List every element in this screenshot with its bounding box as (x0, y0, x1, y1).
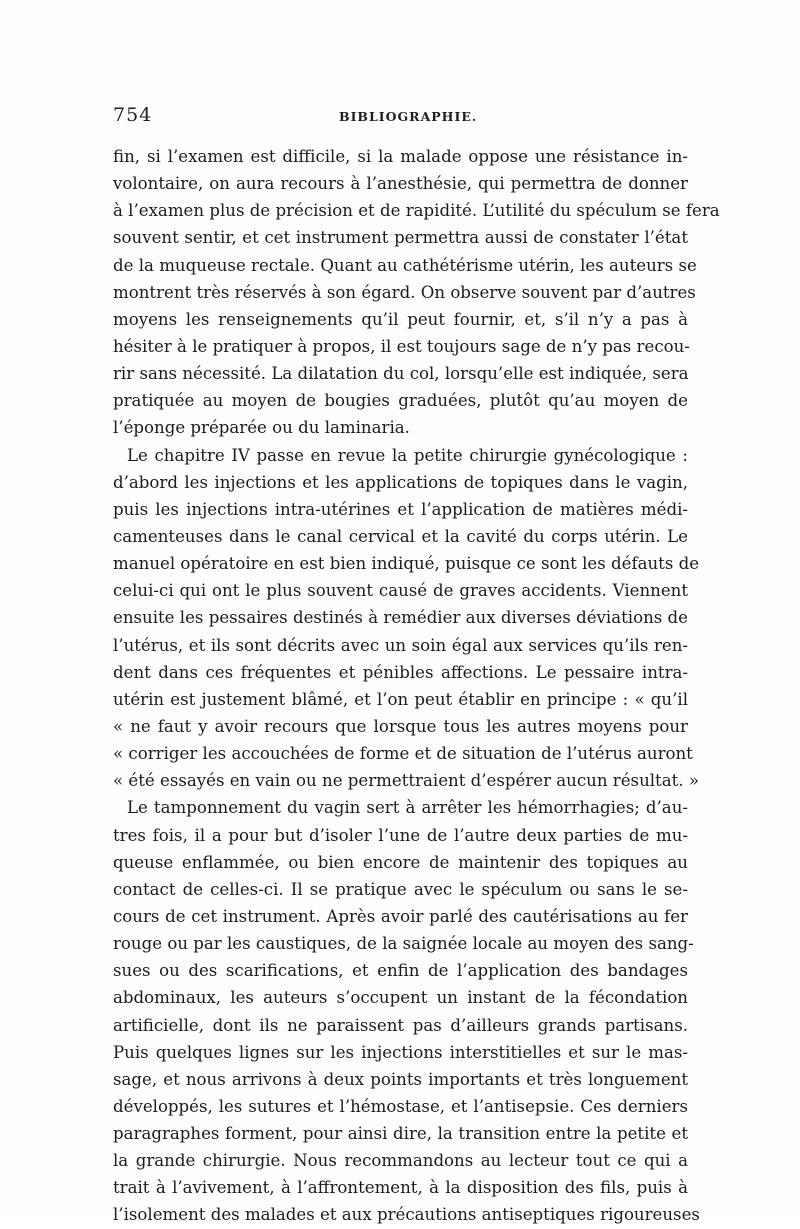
text-line: volontaire, on aura recours à l’anesthésie, qui permettra de donner (113, 174, 688, 194)
text-line: montrent très réservés à son égard. On observe souvent par d’autres (113, 282, 696, 302)
text-line: fin, si l’examen est difficile, si la malade oppose une résistance in- (113, 147, 688, 166)
text-line: ensuite les pessaires destinés à remédier aux diverses déviations de (113, 608, 688, 628)
text-line: l’isolement des malades et aux précautions antiseptiques rigoureuses (113, 1205, 700, 1225)
text-line: queuse enflammée, ou bien encore de maintenir des topiques au (113, 852, 688, 872)
text-line: puis les injections intra-utérines et l’application de matières médi- (113, 499, 688, 519)
text-line: dent dans ces fréquentes et pénibles affections. Le pessaire intra- (113, 662, 688, 682)
paragraph-end-line: l’éponge préparée ou du laminaria. (113, 418, 410, 438)
text-line: hésiter à le pratiquer à propos, il est toujours sage de n’y pas recou- (113, 336, 690, 356)
text-line: contact de celles-ci. Il se pratique avec le spéculum ou sans le se- (113, 879, 688, 899)
text-line: celui-ci qui ont le plus souvent causé de graves accidents. Viennent (113, 581, 688, 601)
running-title: BIBLIOGRAPHIE. (339, 109, 478, 124)
text-line: d’abord les injections et les applications de topiques dans le vagin, (113, 472, 688, 492)
text-line: abdominaux, les auteurs s’occupent un instant de la fécondation (113, 988, 688, 1008)
text-line: rouge ou par les caustiques, de la saignée locale au moyen des sang- (113, 934, 694, 954)
text-line: pratiquée au moyen de bougies graduées, plutôt qu’au moyen de (113, 391, 688, 411)
text-line: cours de cet instrument. Après avoir parlé des cautérisations au fer (113, 906, 688, 926)
text-line: manuel opératoire en est bien indiqué, puisque ce sont les défauts de (113, 554, 700, 574)
text-line: à l’examen plus de précision et de rapidité. L’utilité du spéculum se fera (113, 201, 720, 221)
text-line: camenteuses dans le canal cervical et la cavité du corps utérin. Le (113, 526, 688, 546)
text-line: rir sans nécessité. La dilatation du col, lorsqu’elle est indiquée, sera (113, 364, 689, 384)
text-line: artificielle, dont ils ne paraissent pas d’ailleurs grands partisans. (113, 1015, 688, 1035)
text-line: souvent sentir, et cet instrument permettra aussi de constater l’état (113, 228, 688, 248)
text-line: de la muqueuse rectale. Quant au cathétérisme utérin, les auteurs se (113, 255, 697, 275)
text-line: sues ou des scarifications, et enfin de l’application des bandages (113, 961, 688, 981)
text-line: développés, les sutures et l’hémostase, et l’antisepsie. Ces derniers (113, 1096, 688, 1116)
quote-end-line: « été essayés en vain ou ne permettraient d’espérer aucun résultat. » (113, 771, 699, 791)
text-line: tres fois, il a pour but d’isoler l’une de l’autre deux parties de mu- (113, 825, 688, 845)
text-line: sage, et nous arrivons à deux points importants et très longuement (113, 1069, 688, 1089)
page-number: 754 (113, 104, 153, 126)
text-line: utérin est justement blâmé, et l’on peut établir en principe : « qu’il (113, 689, 688, 709)
page-header (113, 104, 688, 132)
text-line: paragraphes forment, pour ainsi dire, la transition entre la petite et (113, 1124, 688, 1144)
paragraph-start-line: Le tamponnement du vagin sert à arrêter les hémorrhagies; d’au- (127, 798, 688, 818)
text-line: l’utérus, et ils sont décrits avec un soin égal aux services qu’ils ren- (113, 635, 688, 655)
body-text (113, 143, 720, 1229)
text-line: Puis quelques lignes sur les injections interstitielles et sur le mas- (113, 1042, 688, 1062)
text-line: trait à l’avivement, à l’affrontement, à la disposition des fils, puis à (113, 1178, 688, 1198)
quote-line: « ne faut y avoir recours que lorsque tous les autres moyens pour (113, 716, 688, 736)
text-line: moyens les renseignements qu’il peut fournir, et, s’il n’y a pas à (113, 309, 688, 329)
quote-line: « corriger les accouchées de forme et de situation de l’utérus auront (113, 744, 693, 764)
paragraph-start-line: Le chapitre IV passe en revue la petite chirurgie gynécologique : (127, 445, 688, 465)
text-line: la grande chirurgie. Nous recommandons au lecteur tout ce qui a (113, 1151, 688, 1171)
